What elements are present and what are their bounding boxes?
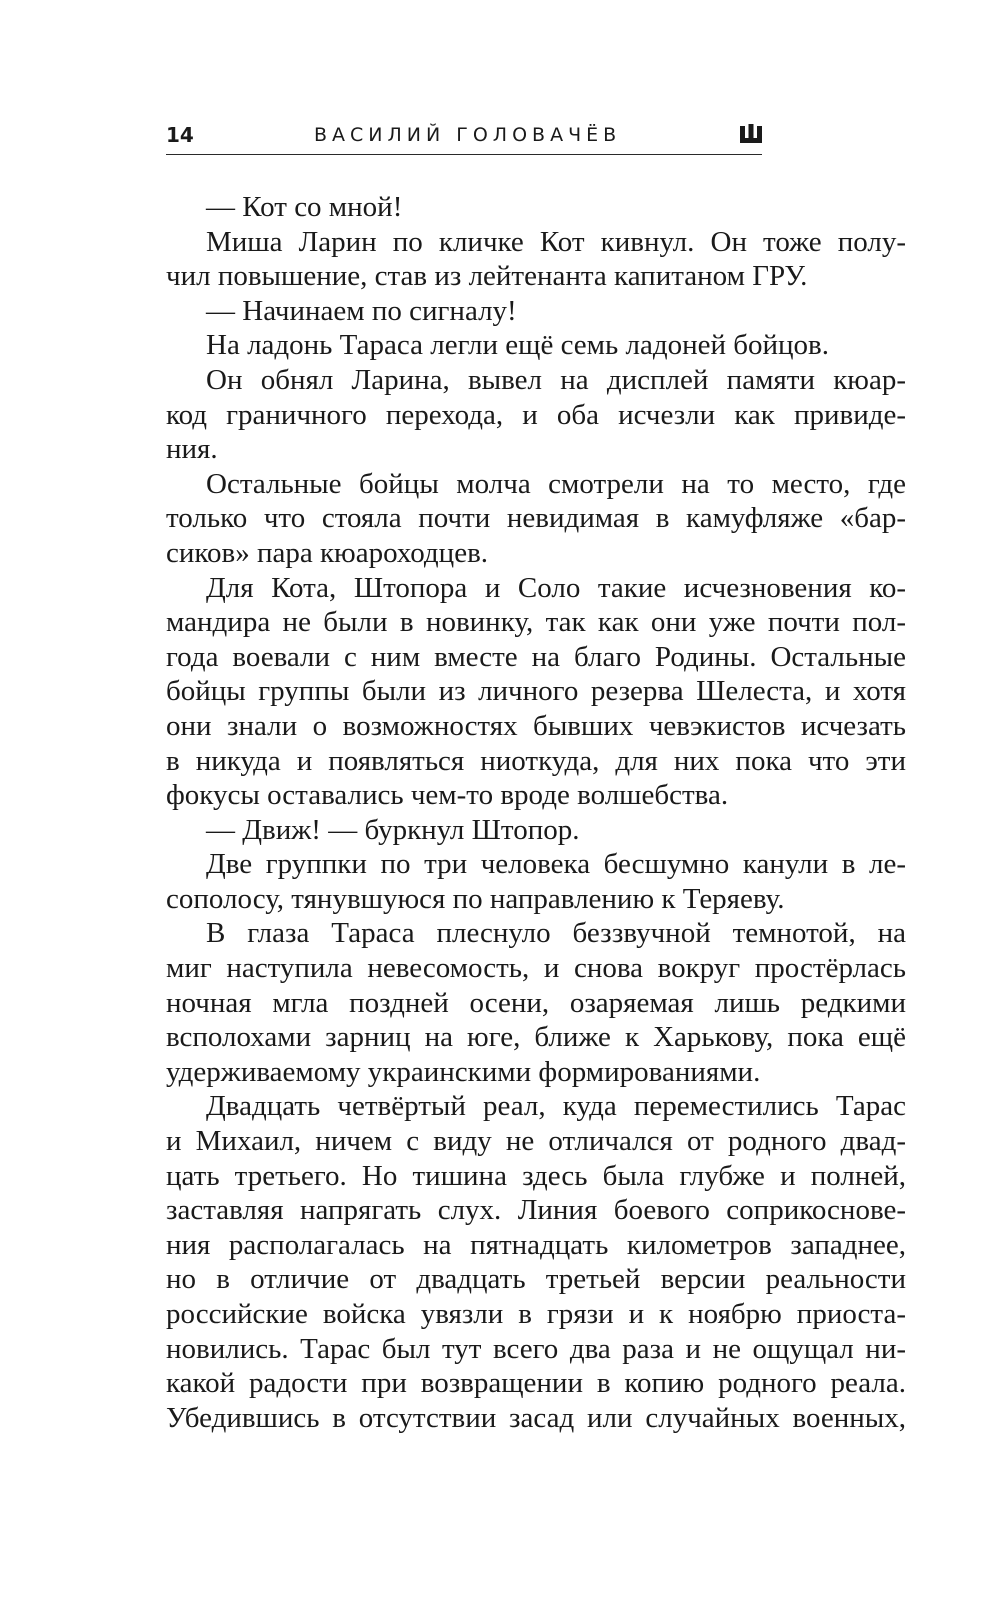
text-line: какой радости при возвращении в копию родного реала. [166,1367,906,1400]
text-line: Две группки по три человека бесшумно канули в ле- [206,848,906,881]
text-line: только что стояла почти невидимая в камуфляже «бар- [166,502,906,535]
text-line: — Кот со мной! [206,191,403,223]
text-line: Миша Ларин по кличке Кот кивнул. Он тоже полу- [206,225,906,258]
text-line: бойцы группы были из личного резерва Шелеста, и хотя [166,675,906,708]
text-line: Двадцать четвёртый реал, куда переместились Тарас [206,1090,906,1123]
text-line: ночная мгла поздней осени, озаряемая лишь редкими [166,986,906,1019]
text-line: — Движ! — буркнул Штопор. [206,813,580,846]
running-header [166,118,762,155]
text-line: Остальные бойцы молча смотрели на то место, где [206,467,906,500]
text-line: российские войска увязли в грязи и к ноябрю приоста- [166,1298,906,1330]
text-line: ния располагалась на пятнадцать километров западнее, [166,1228,906,1261]
text-line: заставляя напрягать слух. Линия боевого соприкоснове- [166,1194,906,1227]
text-line: они знали о возможностях бывших чевэкистов исчезать [166,709,906,742]
text-line: сиков» пара кюароходцев. [166,536,489,569]
text-line: в никуда и появляться ниоткуда, для них пока что эти [166,744,906,777]
text-line: фокусы оставались чем-то вроде волшебства. [166,779,729,812]
text-line: — Начинаем по сигналу! [206,294,517,327]
text-line: В глаза Тараса плеснуло беззвучной темнотой, на [206,917,906,950]
text-line: код граничного перехода, и оба исчезли как привиде- [166,398,906,431]
text-line: сополосу, тянувшуюся по направлению к Теряеву. [166,882,785,915]
author-name: ВАСИЛИЙ ГОЛОВАЧЁВ [314,124,622,146]
body-text [166,190,906,1435]
text-line: цать третьего. Но тишина здесь была глубже и полней, [166,1159,906,1192]
text-line: ния. [166,433,218,466]
text-line: Убедившись в отсутствии засад или случайных военных, [166,1401,906,1434]
text-line: миг наступила невесомость, и снова вокруг простёрлась [166,952,906,985]
text-line: Для Кота, Штопора и Соло такие исчезновения ко- [206,571,906,604]
text-line: мандира не были в новинку, так как они уже почти пол- [166,606,906,639]
text-line: удерживаемому украинскими формированиями. [166,1055,761,1088]
text-line: года воевали с ним вместе на благо Родины. Остальные [166,640,906,673]
text-line: чил повышение, став из лейтенанта капитаном ГРУ. [166,260,808,293]
text-line: Он обнял Ларина, вывел на дисплей памяти кюар- [206,363,906,396]
text-line: На ладонь Тараса легли ещё семь ладоней бойцов. [206,329,829,362]
text-line: новились. Тарас был тут всего два раза и не ощущал ни- [166,1332,906,1365]
text-line: и Михаил, ничем с виду не отличался от родного двад- [166,1125,906,1158]
publisher-logo-icon [740,124,762,144]
text-line: всполохами зарниц на юге, ближе к Харькову, пока ещё [166,1021,906,1054]
page-number: 14 [166,123,194,147]
text-line: но в отличие от двадцать третьей версии реальности [166,1263,906,1296]
